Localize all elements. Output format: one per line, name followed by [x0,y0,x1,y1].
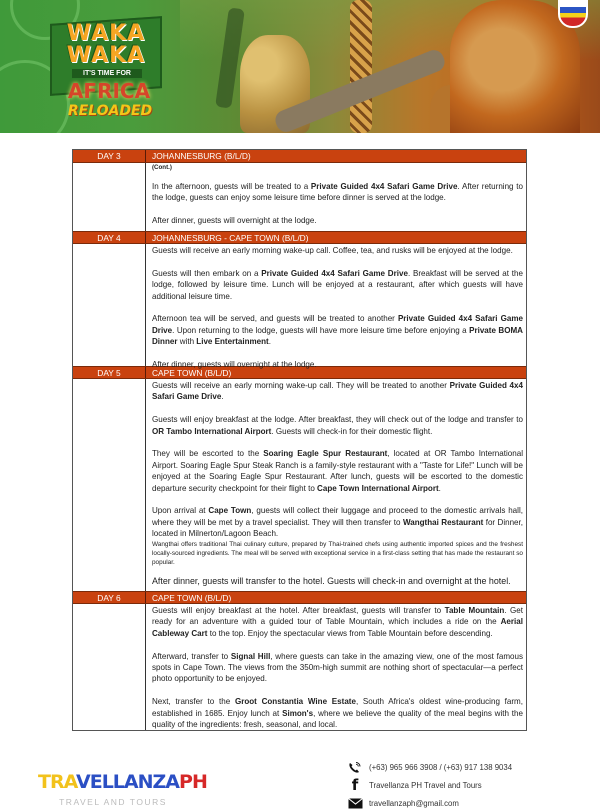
paragraph [152,696,523,730]
continued-note: (Cont.) [152,164,172,171]
email-address[interactable]: travellanzaph@gmail.com [369,798,459,808]
text: Guests will then embark on a [152,268,262,278]
text: In the afternoon, guests will be treated to a [152,182,311,191]
highlight: Signal Hill [230,651,271,661]
travellanza-logo [38,771,207,810]
brand-name [38,771,207,793]
text: , where guests can take in the amazing view, one of the most famous spots in Cape Town. The views from the 350m-high summit are nothing short of spectacular—a perfect photo opportunity to be enjoyed. [152,651,523,684]
day-content [146,163,526,231]
highlight: Private Guided 4x4 Safari Game Drive [152,314,523,335]
highlight: Simon's [282,708,314,718]
paragraph: After dinner, guests will transfer to the hotel. Guests will check-in and overnight at the hotel. [152,576,511,587]
paragraph [152,448,523,494]
highlight: OR Tambo International Airport [152,426,272,436]
paragraph [152,313,523,347]
highlight: Groot Constantia Wine Estate [234,697,356,707]
logo-line2: WAKA [66,43,146,68]
envelope-icon [345,798,365,809]
day-title: JOHANNESBURG - CAPE TOWN (B/L/D) [152,233,309,243]
day-body [73,244,526,370]
day-left-cell [73,163,146,231]
day-body [73,604,526,730]
day-left-cell [73,604,146,730]
text: . [268,337,271,347]
day-header [73,231,526,244]
text: Upon arrival at [152,506,209,516]
day-content [146,379,526,591]
phone-numbers[interactable]: (+63) 965 966 3908 / (+63) 917 138 9034 [369,762,513,772]
highlight: Cape Town [208,506,252,516]
paragraph [152,505,523,539]
text: . Get ready for an adventure with a guided tour of Table Mountain, which includes a ride on the [152,606,523,627]
paragraph [152,181,523,204]
brand-name-part: PH [179,771,207,793]
text: , located at OR Tambo International Airport. Soaring Eagle Spur Steak Ranch is a family-style restaurant with a "Taste for Life!" Lunch will be enjoyed at the Soaring Eagle Spur Restaurant. After lunch, guests will be escorted to the domestic departure security checkpoint for their flight to [152,449,523,493]
text: Afterward, transfer to [152,651,231,661]
paragraph [152,380,523,403]
text: , where we believe the quality of the meal begins with the quality of the ingredients: fresh, seasonal, and local. [152,708,523,730]
logo-reloaded: RELOADED [67,103,153,119]
paragraph [152,268,523,302]
tour-logo [42,6,177,131]
paragraph: After dinner, guests will overnight at the lodge. [152,216,317,226]
day-body [73,163,526,231]
day-label: DAY 5 [73,367,146,378]
day-header [73,150,526,163]
paragraph [152,414,523,437]
day-left-cell [73,379,146,591]
day-title: CAPE TOWN (B/L/D) [152,368,232,378]
header-banner [0,0,600,133]
day-title: CAPE TOWN (B/L/D) [152,593,232,603]
giraffe-image [350,0,372,133]
text: They will be escorted to the [152,449,264,459]
highlight: Soaring Eagle Spur Restaurant [263,449,388,459]
highlight: Aerial Cableway Cart [152,617,523,638]
text: for Dinner, located in Milnerton/Lagoon Beach. [152,517,523,539]
highlight: Live Entertainment [196,337,269,347]
brand-name-part: TRA [38,771,77,793]
day-content [146,604,526,730]
itinerary-table [72,149,527,731]
text: to the top. Enjoy the spectacular views from Table Mountain before descending. [207,628,493,638]
restaurant-note: Wangthai offers traditional Thai culinary culture, prepared by Thai-trained chefs using authentic imported spices and the freshest locally-sourced ingredients. The meal will be served with exceptional service in a first-class setting that has made the restaurant so popular. [152,540,523,567]
highlight: Table Mountain [444,606,505,615]
contact-phone [345,758,595,776]
day-header [73,366,526,379]
logo-tagline: IT'S TIME FOR [72,69,142,78]
contact-facebook [345,776,595,794]
day-header [73,591,526,604]
highlight: Private Guided 4x4 Safari Game Drive [152,381,523,402]
text: , guests will collect their luggage and proceed to the domestic arrivals hall, where they will be met by a travel specialist. They will then transfer to [152,506,523,527]
day-label: DAY 6 [73,592,146,603]
text: . [438,483,441,493]
facebook-page[interactable]: Travellanza PH Travel and Tours [369,780,482,790]
brand-name-part: VELLANZA [76,771,180,793]
day-content [146,244,526,370]
text: . After returning to the lodge, guests can enjoy some leisure time before dinner is served at the lodge. [152,182,523,203]
phone-icon [345,761,365,774]
paragraph: Guests will receive an early morning wake-up call. Coffee, tea, and rusks will be enjoyed at the lodge. [152,246,513,255]
text: . [221,392,224,402]
day-title: JOHANNESBURG (B/L/D) [152,151,251,161]
text: Guests will receive an early morning wake-up call. They will be treated to another [152,381,450,390]
text: Next, transfer to the [152,697,235,707]
text: Guests will enjoy breakfast at the lodge. After breakfast, they will check out of the lodge and transfer to [152,415,523,425]
highlight: Cape Town International Airport [317,483,439,493]
text: . Guests will check-in for their domestic flight. [271,426,433,436]
logo-africa: AFRICA [67,79,151,103]
highlight: Private Guided 4x4 Safari Game Drive [310,182,458,191]
highlight: Wangthai Restaurant [402,517,484,527]
contact-email [345,794,595,810]
brand-subtitle: TRAVEL AND TOURS [59,797,167,807]
day-label: DAY 4 [73,232,146,243]
day-body [73,379,526,591]
flag-badge [558,0,588,28]
text: with [177,337,197,347]
text: Guests will enjoy breakfast at the hotel. After breakfast, guests will transfer to [152,606,445,615]
text: Afternoon tea will be served, and guests will be treated to another [152,314,398,324]
text: , South Africa's oldest wine-producing farm, established in 1685. Enjoy lunch at [152,697,523,718]
facebook-icon: f [351,775,359,794]
contact-info [345,758,595,810]
text: . Upon returning to the lodge, guests will have more leisure time before enjoying a [172,325,470,335]
paragraph [152,651,523,685]
highlight: Private BOMA Dinner [152,325,523,347]
paragraph [152,605,523,639]
text: . Breakfast will be served at the lodge, followed by leisure time. Lunch will be enjoyed at a restaurant, after which guests will have additional leisure time. [152,268,523,301]
day-left-cell [73,244,146,366]
highlight: Private Guided 4x4 Safari Game Drive [261,268,408,278]
paragraph: After dinner, guests will overnight at the lodge. [152,360,317,370]
day-label: DAY 3 [73,150,146,162]
logo-line1: WAKA [66,21,146,46]
